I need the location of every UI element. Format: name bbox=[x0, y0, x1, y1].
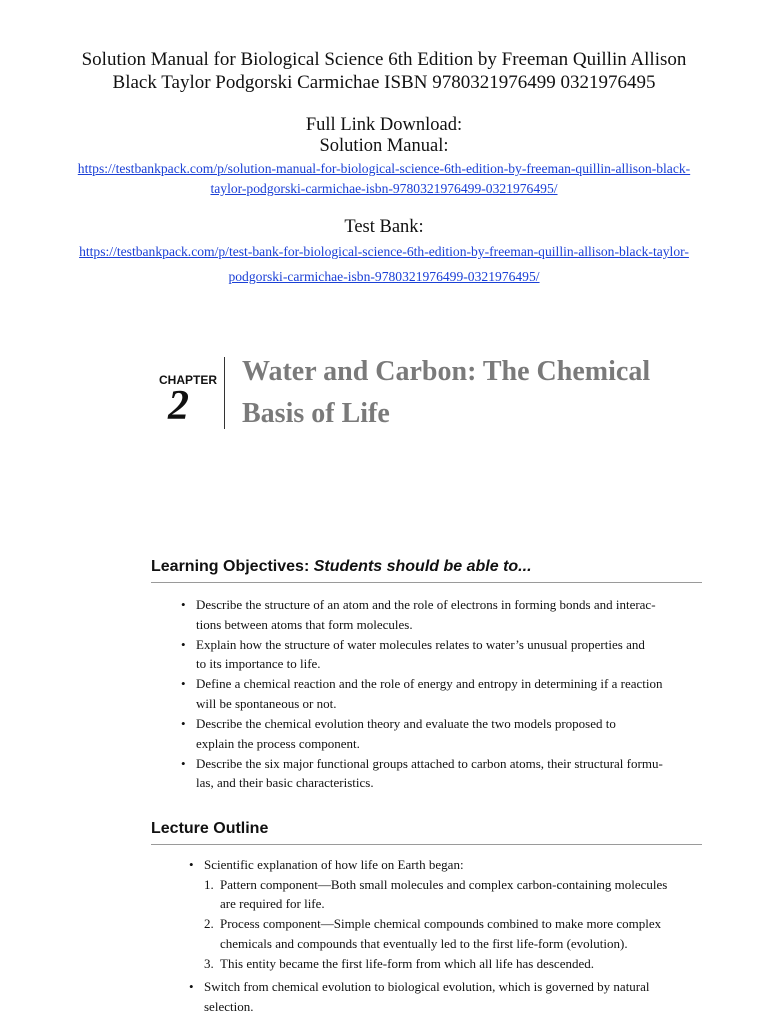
test-bank-label: Test Bank: bbox=[344, 217, 424, 237]
lecture-outline-list bbox=[189, 855, 699, 1017]
chapter-number: 2 bbox=[168, 383, 189, 429]
bullet-icon: • bbox=[189, 857, 194, 872]
chapter-title-line-2: Basis of Life bbox=[242, 398, 390, 429]
list-item: • Describe the chemical evolution theory and evaluate the two models proposed to explain the process component. bbox=[181, 716, 616, 751]
bullet-icon: • bbox=[189, 979, 194, 995]
list-item: 2. Process component—Simple chemical compounds combined to make more complex chemicals and compounds that eventually led to the first life-form (evolution). bbox=[204, 916, 662, 951]
test-bank-link-line-2[interactable]: podgorski-carmichae-isbn-9780321976499-0321976495/ bbox=[228, 269, 540, 284]
learning-objectives-heading bbox=[151, 558, 532, 576]
chapter-divider bbox=[224, 357, 225, 429]
list-item: • Explain how the structure of water molecules relates to water’s unusual properties and to its importance to life. bbox=[181, 636, 645, 672]
solution-manual-link-line-2[interactable]: taylor-podgorski-carmichae-isbn-9780321976499-0321976495/ bbox=[210, 181, 558, 196]
document-title bbox=[0, 48, 768, 94]
list-item: 1. Pattern component—Both small molecules and complex carbon-containing molecules are required for life. bbox=[204, 876, 668, 911]
list-item: • Define a chemical reaction and the role of energy and entropy in determining if a reaction will be spontaneous or not. bbox=[181, 676, 663, 711]
full-link-label: Full Link Download: bbox=[305, 115, 463, 135]
lecture-outline-heading: Lecture Outline bbox=[151, 820, 269, 837]
bullet-icon: • bbox=[181, 676, 186, 692]
test-bank-link[interactable] bbox=[12, 239, 756, 289]
learning-objectives-list bbox=[181, 595, 696, 793]
list-item: • Describe the six major functional groups attached to carbon atoms, their structural formu- las, and their basic characteristics. bbox=[181, 755, 663, 791]
list-item: • Describe the structure of an atom and the role of electrons in forming bonds and interac- tions between atoms that form molecules. bbox=[181, 597, 656, 632]
learning-objectives-heading-emphasis: Students should be able to... bbox=[313, 558, 532, 575]
bullet-icon: • bbox=[181, 636, 186, 652]
test-bank-link-line-1[interactable]: https://testbankpack.com/p/test-bank-for-biological-science-6th-edition-by-freeman-quillin-allison-black-taylor- bbox=[79, 244, 689, 259]
bullet-icon: • bbox=[181, 597, 186, 612]
solution-manual-label: Solution Manual: bbox=[319, 136, 449, 156]
learning-objectives-heading-label: Learning Objectives: bbox=[151, 558, 310, 575]
document-title-line-1: Solution Manual for Biological Science 6th Edition by Freeman Quillin Allison bbox=[81, 49, 687, 70]
section-divider bbox=[151, 582, 702, 583]
lecture-outline-sublist bbox=[204, 875, 699, 974]
document-title-line-2: Black Taylor Podgorski Carmichae ISBN 9780321976499 0321976495 bbox=[112, 72, 656, 93]
chapter-title bbox=[242, 351, 712, 435]
chapter-title-line-1: Water and Carbon: The Chemical bbox=[242, 356, 651, 387]
section-divider bbox=[151, 844, 702, 845]
solution-manual-link-line-1[interactable]: https://testbankpack.com/p/solution-manual-for-biological-science-6th-edition-by-freeman-quillin-allison-black- bbox=[77, 161, 691, 176]
list-item: • Switch from chemical evolution to biological evolution, which is governed by natural selection. bbox=[189, 979, 650, 1014]
list-item: • Scientific explanation of how life on Earth began: 1. Pattern component—Both small molecules and complex carbon-containing molecules are required for life. 2. Process component—Simple chemical compounds combined to make more complex chemicals and compounds that eventually led to the first life-form (evolution). 3. This entity became the first life-form from which all life has descended. bbox=[204, 855, 699, 973]
chapter-label: CHAPTER bbox=[159, 373, 218, 387]
bullet-icon: • bbox=[181, 716, 186, 732]
bullet-icon: • bbox=[181, 755, 186, 771]
list-item: 3. This entity became the first life-form from which all life has descended. bbox=[204, 955, 594, 971]
solution-manual-link[interactable] bbox=[12, 159, 756, 199]
